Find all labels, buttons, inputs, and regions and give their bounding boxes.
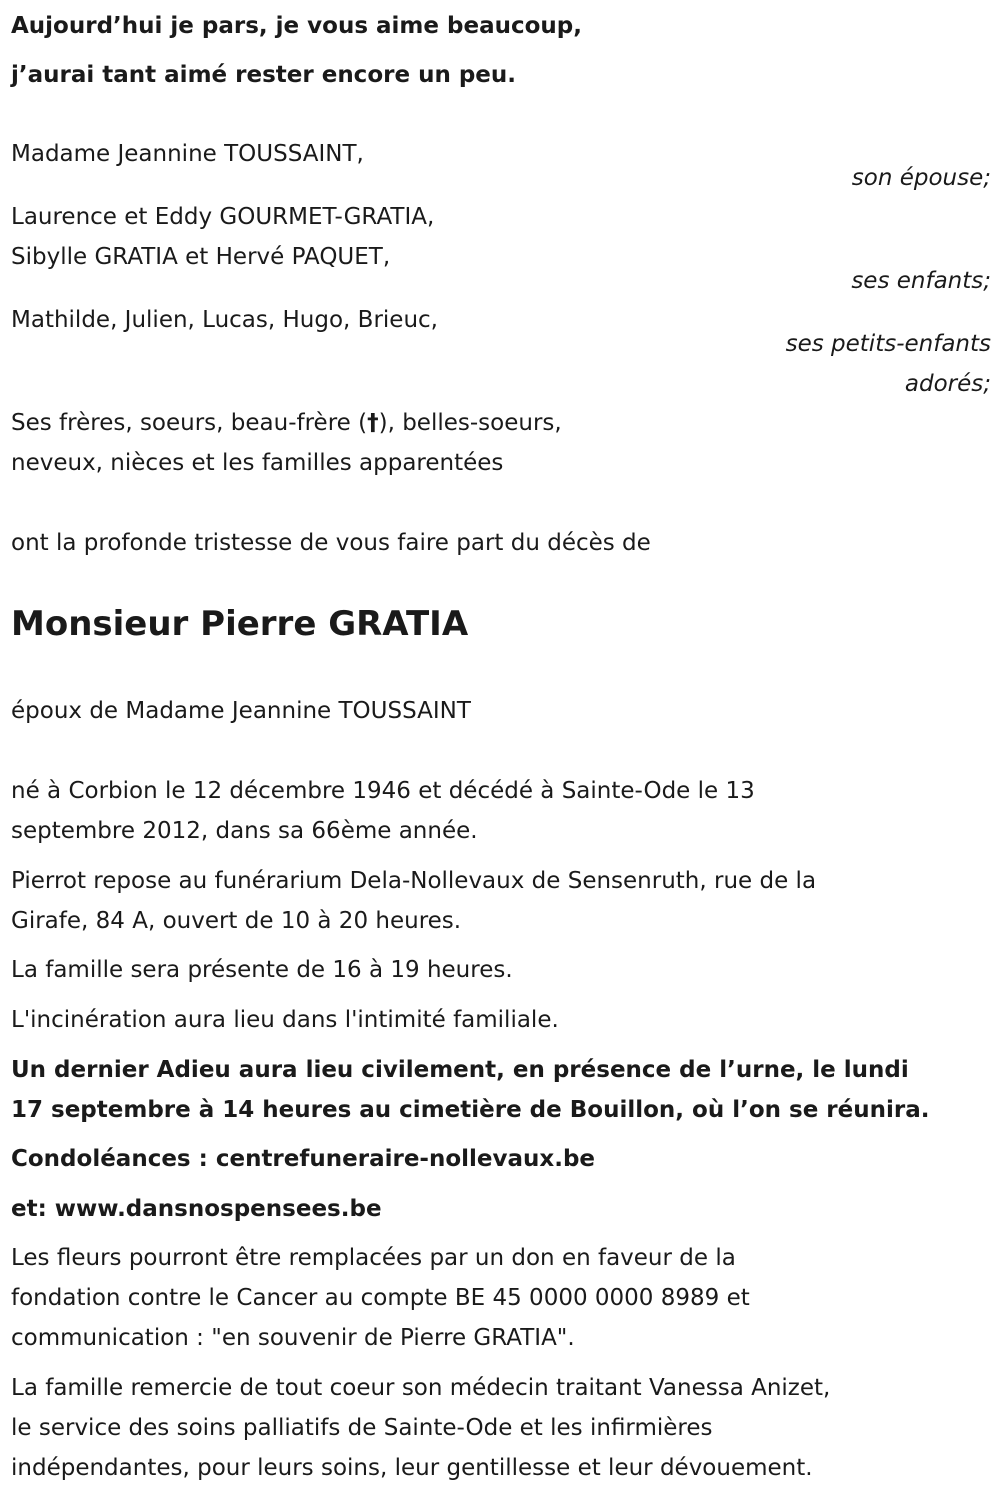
flowers-line-2: fondation contre le Cancer au compte BE 45 0000 0000 8989 et (11, 1285, 750, 1311)
announcement: ont la profonde tristesse de vous faire part du décès de (11, 530, 651, 556)
grandchildren-role-line-1: ses petits-enfants (785, 331, 991, 357)
relatives-line: neveux, nièces et les familles apparentées (11, 450, 504, 476)
grandchildren-role-line-2: adorés; (904, 371, 991, 397)
flowers-line-3: communication : "en souvenir de Pierre GRATIA". (11, 1325, 575, 1351)
grandchildren-names: Mathilde, Julien, Lucas, Hugo, Brieuc, (11, 307, 438, 333)
siblings-post: ), belles-soeurs, (378, 410, 562, 436)
epigraph-line-2: j’aurai tant aimé rester encore un peu. (11, 62, 517, 88)
children-line-2: Sibylle GRATIA et Hervé PAQUET, (11, 244, 391, 270)
funerarium-line-1: Pierrot repose au funérarium Dela-Nollevaux de Sensenruth, rue de la (11, 868, 817, 894)
siblings-pre: Ses frères, soeurs, beau-frère ( (11, 410, 368, 436)
ceremony-line-2: 17 septembre à 14 heures au cimetière de Bouillon, où l’on se réunira. (11, 1097, 930, 1123)
funerarium-line-2: Girafe, 84 A, ouvert de 10 à 20 heures. (11, 908, 462, 934)
ceremony-line-1: Un dernier Adieu aura lieu civilement, en présence de l’urne, le lundi (11, 1057, 909, 1083)
thanks-line-1: La famille remercie de tout coeur son médecin traitant Vanessa Anizet, (11, 1375, 831, 1401)
deceased-name: Monsieur Pierre GRATIA (11, 604, 469, 644)
spouse-role: son épouse; (851, 165, 991, 191)
thanks-line-2: le service des soins palliatifs de Sainte-Ode et les infirmières (11, 1415, 713, 1441)
children-role: ses enfants; (851, 268, 991, 294)
cremation-note: L'incinération aura lieu dans l'intimité familiale. (11, 1007, 559, 1033)
children-line-1: Laurence et Eddy GOURMET-GRATIA, (11, 204, 435, 230)
birth-death-line-2: septembre 2012, dans sa 66ème année. (11, 818, 478, 844)
thanks-line-3: indépendantes, pour leurs soins, leur gentillesse et leur dévouement. (11, 1455, 813, 1481)
epigraph-line-1: Aujourd’hui je pars, je vous aime beaucoup, (11, 13, 582, 39)
family-presence: La famille sera présente de 16 à 19 heures. (11, 957, 513, 983)
siblings-line (11, 403, 562, 443)
flowers-line-1: Les fleurs pourront être remplacées par un don en faveur de la (11, 1245, 736, 1271)
spouse-name: Madame Jeannine TOUSSAINT, (11, 141, 364, 167)
condolences-line-2: et: www.dansnospensees.be (11, 1196, 382, 1222)
deceased-spouse-of: époux de Madame Jeannine TOUSSAINT (11, 698, 471, 724)
condolences-line-1: Condoléances : centrefuneraire-nollevaux.be (11, 1146, 596, 1172)
cross-icon: † (367, 410, 379, 436)
birth-death-line-1: né à Corbion le 12 décembre 1946 et décédé à Sainte-Ode le 13 (11, 778, 755, 804)
